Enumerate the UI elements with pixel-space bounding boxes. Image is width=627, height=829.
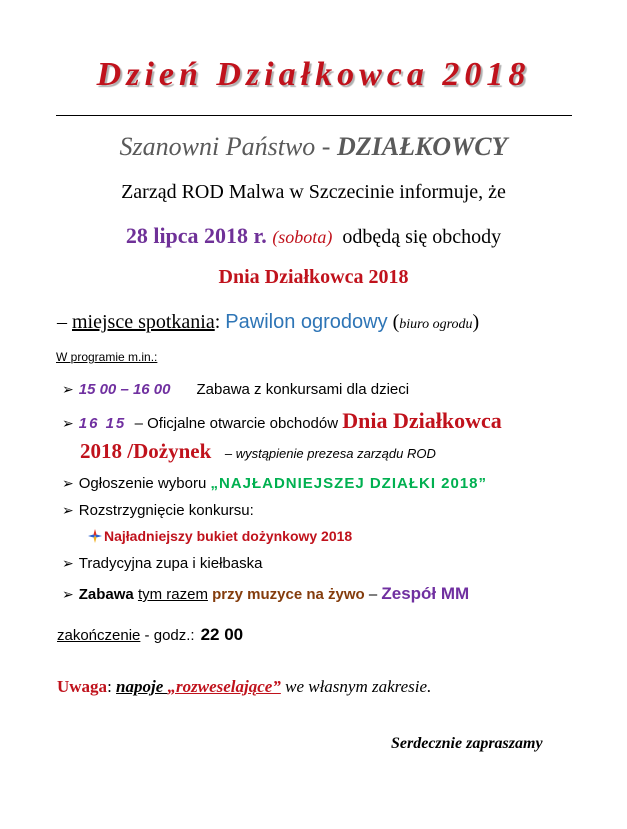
closing-text: Serdecznie zapraszamy	[391, 735, 543, 752]
program-razem: tym razem	[137, 586, 208, 603]
four-color-star-icon	[88, 529, 102, 543]
arrow-bullet-icon: ➢	[62, 476, 74, 492]
arrow-bullet-icon: ➢	[62, 587, 74, 603]
program-item	[62, 381, 409, 398]
warning-label: Uwaga	[57, 677, 108, 696]
arrow-bullet-icon: ➢	[62, 556, 74, 572]
warning-drinks: napoje	[116, 677, 168, 696]
program-item	[62, 555, 262, 572]
info-line: Zarząd ROD Malwa w Szczecinie informuje, że	[121, 181, 506, 203]
event-date: 28 lipca 2018 r.	[125, 223, 273, 248]
contest-name: „NAJŁADNIEJSZEJ DZIAŁKI 2018”	[210, 475, 488, 492]
program-subitem	[88, 528, 352, 544]
ending-line	[57, 625, 243, 645]
arrow-bullet-icon: ➢	[62, 416, 74, 432]
program-item-continuation	[80, 439, 436, 464]
program-dash: –	[364, 586, 382, 603]
arrow-bullet-icon: ➢	[62, 382, 74, 398]
program-item	[62, 475, 487, 492]
band-name: Zespół MM	[381, 584, 470, 603]
program-note: – wystąpienie prezesa zarządu ROD	[221, 446, 436, 461]
date-line-rest: odbędą się obchody	[332, 226, 502, 248]
program-text: Zabawa z konkursami dla dzieci	[196, 381, 410, 398]
program-muzyka: przy muzyce na żywo	[212, 586, 365, 603]
program-highlight-continued: 2018 /Dożynek	[80, 439, 212, 463]
place-label: miejsce spotkania	[72, 311, 215, 333]
date-line	[0, 223, 627, 249]
greeting	[0, 132, 627, 162]
program-item	[62, 584, 469, 604]
ending-time: 22 00	[200, 625, 244, 644]
place-note-close: )	[472, 311, 480, 333]
greeting-emphasis: DZIAŁKOWCY	[336, 132, 508, 161]
program-label: W programie m.in.:	[56, 350, 158, 364]
subitem-text: Najładniejszy bukiet dożynkowy 2018	[104, 528, 353, 544]
program-text: Tradycyjna zupa i kiełbaska	[78, 555, 263, 572]
event-weekday: (sobota)	[272, 227, 333, 247]
greeting-text: Szanowni Państwo -	[119, 132, 337, 161]
warning-rest: we własnym zakresie.	[280, 677, 432, 696]
program-time: 16 15	[78, 415, 127, 432]
ending-label: zakończenie	[57, 627, 141, 644]
place-value: Pawilon ogrodowy	[225, 311, 388, 333]
place-dash: –	[57, 311, 72, 333]
warning-line	[57, 677, 431, 697]
ending-rest: - godz.:	[140, 627, 195, 644]
program-text: Rozstrzygnięcie konkursu:	[78, 502, 254, 519]
title-divider	[56, 115, 572, 116]
place-note: biuro ogrodu	[399, 317, 473, 332]
program-text: Ogłoszenie wyboru	[78, 475, 211, 492]
arrow-bullet-icon: ➢	[62, 503, 74, 519]
place-line	[57, 311, 479, 334]
place-note-open: (	[387, 311, 400, 333]
warning-colon: :	[107, 677, 117, 696]
place-colon: :	[214, 311, 226, 333]
program-text: – Oficjalne otwarcie obchodów	[126, 415, 343, 432]
event-name: Dnia Działkowca 2018	[218, 266, 409, 288]
program-time: 15 00 – 16 00	[78, 381, 171, 398]
warning-brand: „rozweselające”	[167, 677, 281, 696]
program-zabawa: Zabawa	[78, 586, 134, 603]
page-title: Dzień Działkowca 2018	[96, 56, 531, 93]
program-item	[62, 408, 502, 434]
program-highlight: Dnia Działkowca	[342, 408, 502, 433]
program-item	[62, 502, 254, 519]
